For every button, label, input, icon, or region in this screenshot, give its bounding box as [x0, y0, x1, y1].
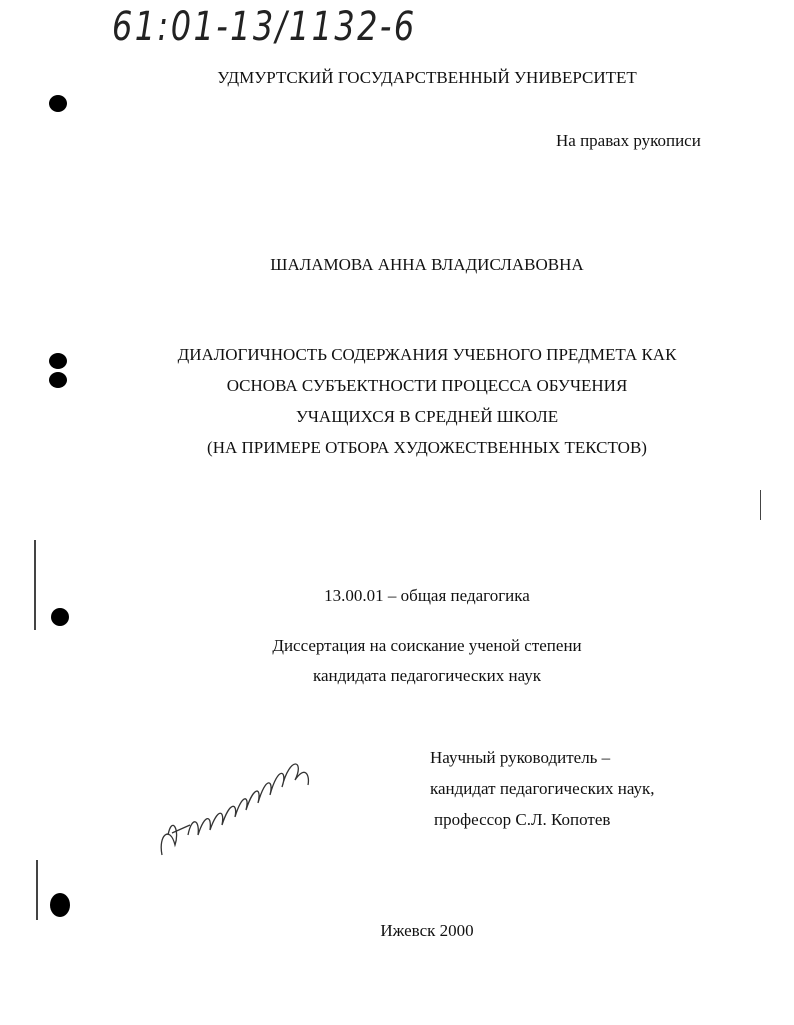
archive-number: 61:01-13/1132-6 — [112, 4, 417, 50]
scan-edge — [34, 540, 36, 630]
degree-line: кандидата педагогических наук — [312, 666, 542, 685]
scan-edge — [36, 860, 38, 920]
signature — [150, 735, 320, 865]
supervisor-line: кандидат педагогических наук, — [430, 779, 655, 798]
university: УДМУРТСКИЙ ГОСУДАРСТВЕННЫЙ УНИВЕРСИТЕТ — [217, 68, 637, 87]
supervisor-line: Научный руководитель – — [430, 748, 611, 767]
city-year: Ижевск 2000 — [380, 921, 474, 940]
title-line: (НА ПРИМЕРЕ ОТБОРА ХУДОЖЕСТВЕННЫХ ТЕКСТОВ) — [207, 438, 647, 457]
title-line: УЧАЩИХСЯ В СРЕДНЕЙ ШКОЛЕ — [295, 407, 559, 426]
punch-hole — [51, 608, 69, 626]
degree-line: Диссертация на соискание ученой степени — [272, 636, 582, 655]
scan-edge — [760, 490, 761, 520]
supervisor-line: профессор С.Л. Копотев — [434, 810, 611, 829]
title-line: ДИАЛОГИЧНОСТЬ СОДЕРЖАНИЯ УЧЕБНОГО ПРЕДМЕТА КАК — [177, 345, 677, 364]
author: ШАЛАМОВА АННА ВЛАДИСЛАВОВНА — [270, 255, 584, 274]
manuscript-note: На правах рукописи — [556, 131, 701, 150]
punch-hole — [50, 893, 70, 917]
punch-hole — [49, 95, 67, 112]
title-line: ОСНОВА СУБЪЕКТНОСТИ ПРОЦЕССА ОБУЧЕНИЯ — [226, 376, 628, 395]
specialty: 13.00.01 – общая педагогика — [324, 586, 530, 605]
